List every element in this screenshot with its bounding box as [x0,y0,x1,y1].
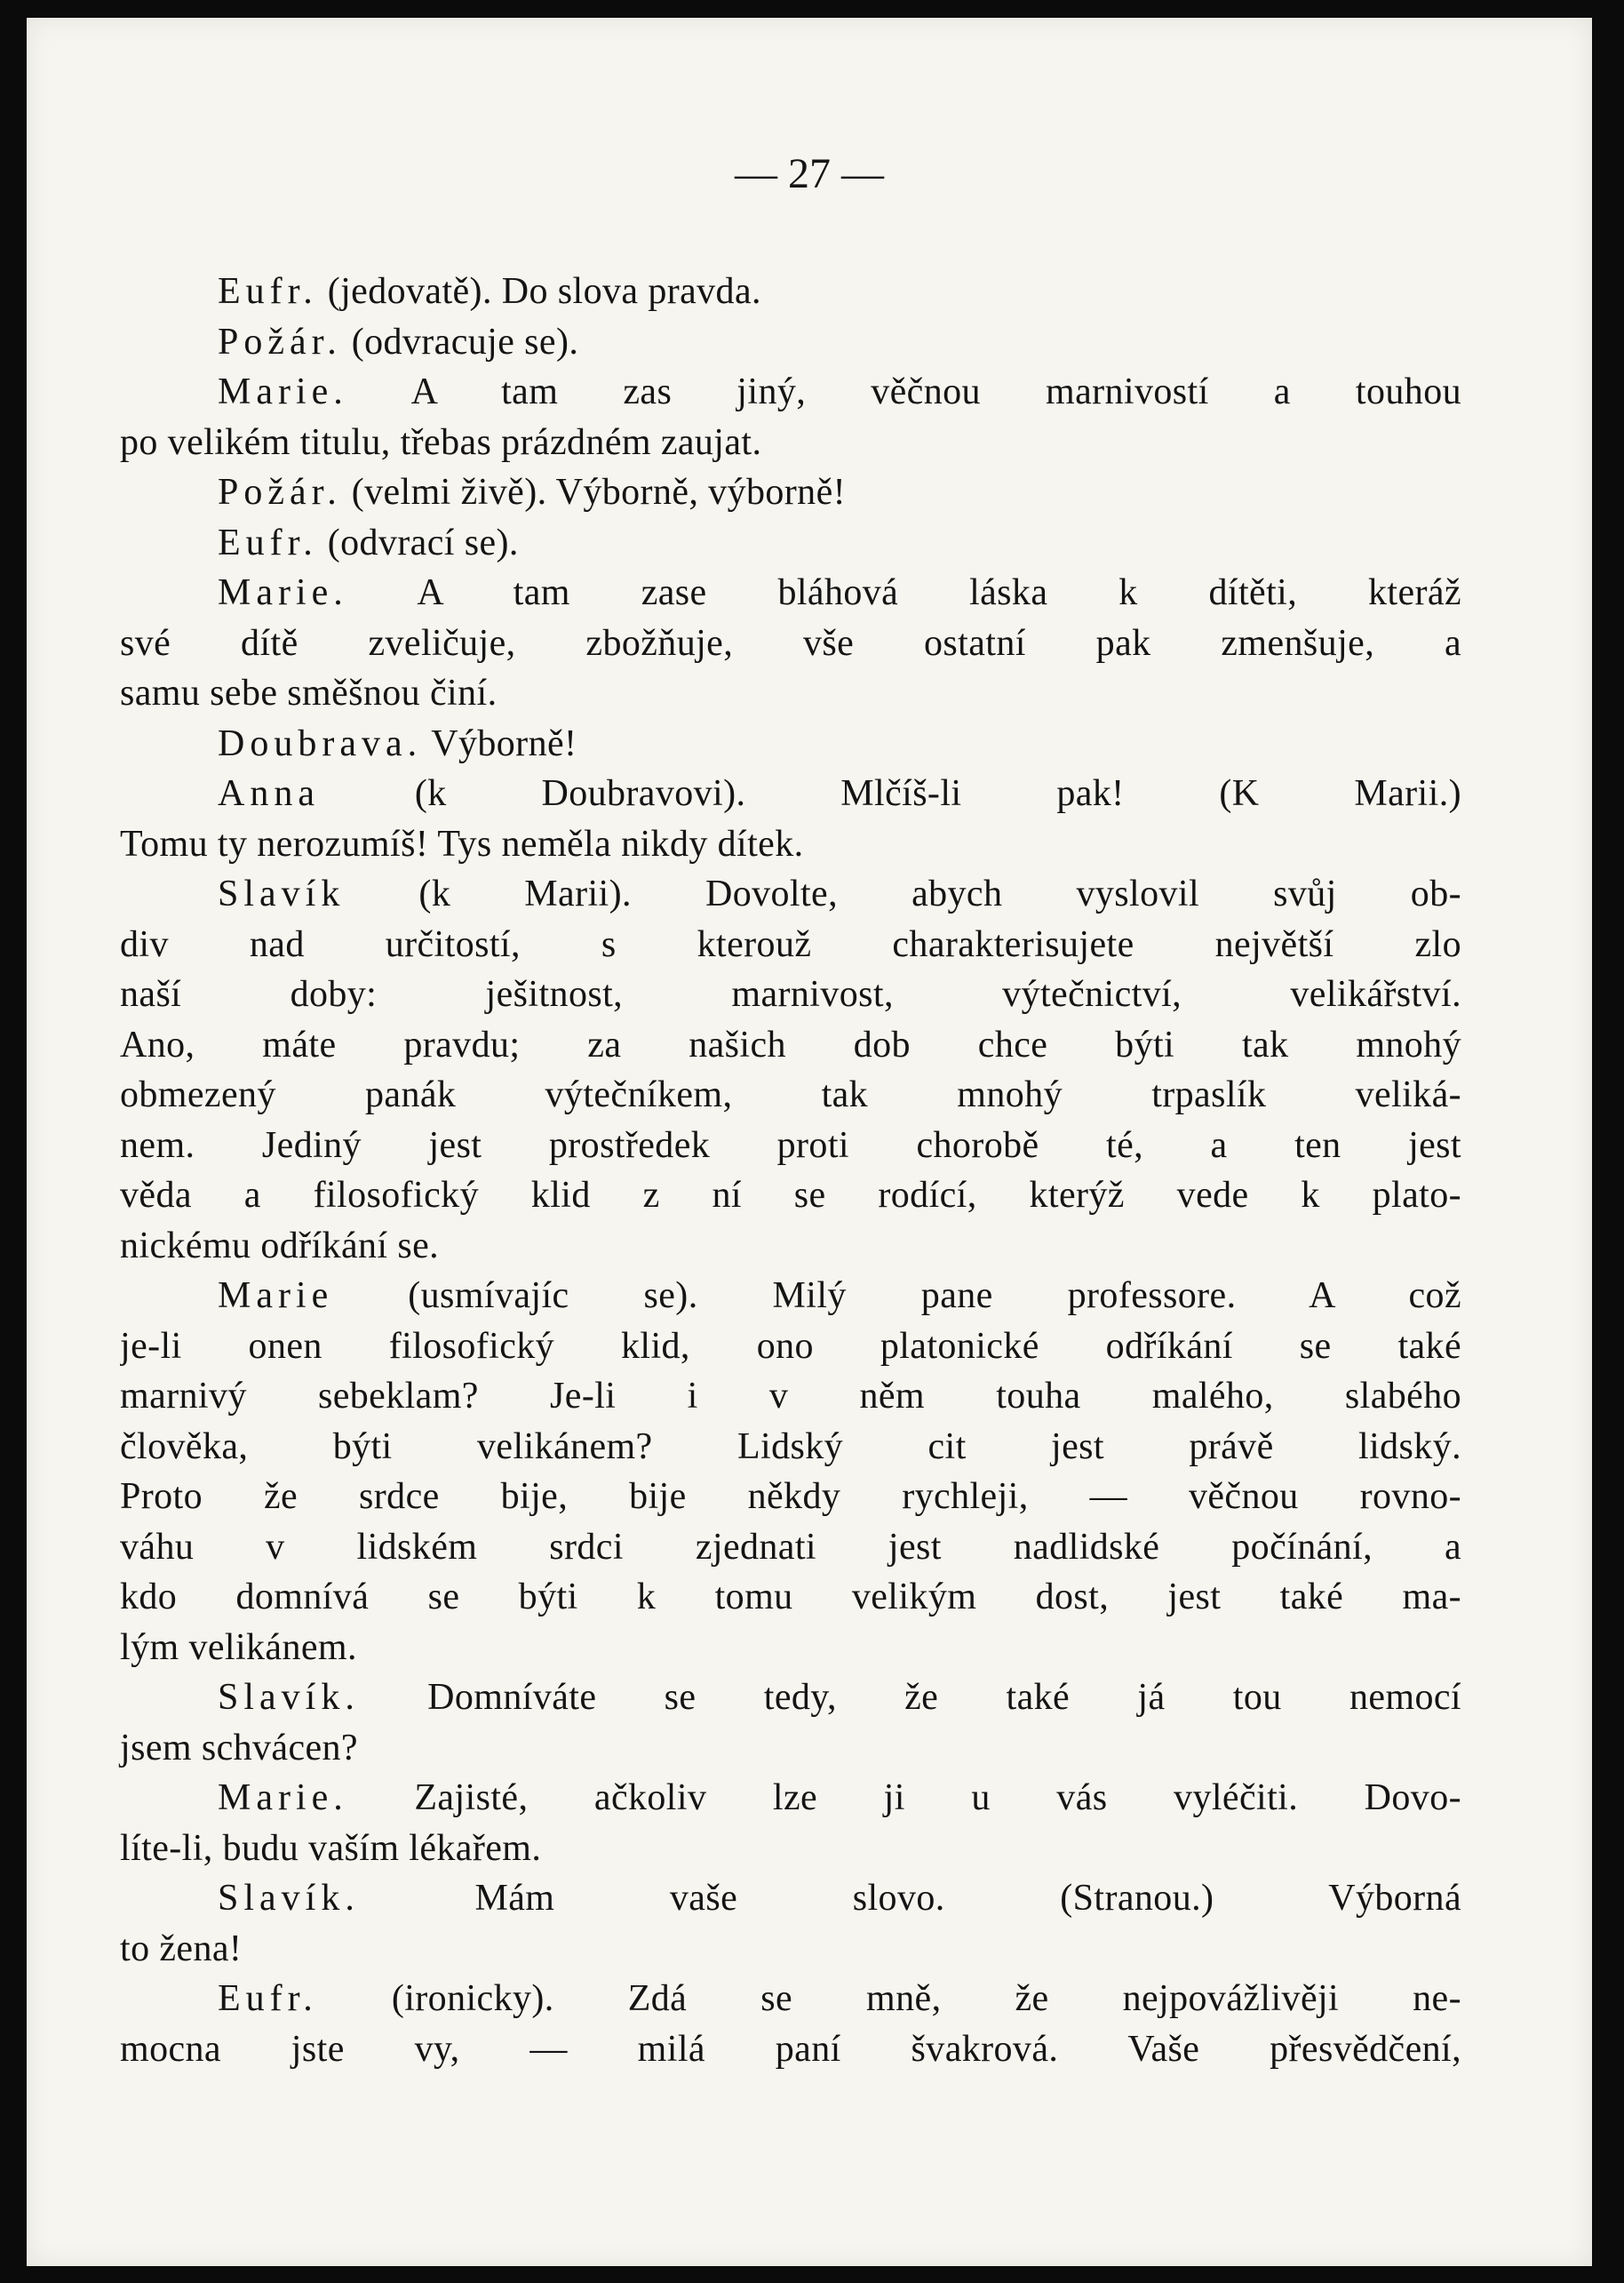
text-line [120,619,1461,669]
speaker-name: Eufr. [218,1978,318,2019]
line-text: váhu v lidském srdci zjednati jest nadlidské počínání, a [120,1526,1461,1568]
line-text: (k Marii). Dovolte, abych vyslovil svůj ob- [345,874,1461,914]
text-line [120,1723,1461,1774]
speaker-name: Požár. [218,321,342,363]
text-line [120,568,1461,619]
line-text: (jedovatě). Do slova pravda. [317,271,761,312]
line-text: kdo domnívá se býti k tomu velikým dost, jest také ma- [120,1577,1461,1617]
text-line [120,1773,1461,1824]
speaker-name: Doubrava. [218,722,423,764]
text-line [120,1672,1461,1723]
line-text: své dítě zveličuje, zbožňuje, vše ostatní pak zmenšuje, a [120,622,1461,664]
line-text: (k Doubravovi). Mlčíš-li pak! (K Marii.) [319,773,1461,814]
text-line [120,317,1461,368]
line-text: Tomu ty nerozumíš! Tys neměla nikdy dítek. [120,823,804,865]
line-text: po velikém titulu, třebas prázdném zaujat. [120,421,762,463]
text-line [120,668,1461,719]
text-line [120,467,1461,518]
text-line [120,1321,1461,1372]
line-text: div nad určitostí, s kterouž charakterisujete největší zlo [120,923,1461,965]
line-text: jsem schvácen? [120,1727,358,1768]
line-text: A tam zas jiný, věčnou marnivostí a touhou [347,371,1461,412]
text-line [120,1121,1461,1171]
line-text: nem. Jediný jest prostředek proti chorobě té, a ten jest [120,1124,1461,1166]
line-text: (ironicky). Zdá se mně, že nejpovážlivěji ne- [317,1978,1461,2019]
speaker-name: Slavík [218,874,346,914]
speaker-name: Marie. [218,1777,348,1818]
speaker-name: Marie. [218,572,348,613]
text-line [120,1623,1461,1673]
text-line [120,1422,1461,1473]
text-line [120,1271,1461,1321]
text-line [120,367,1461,418]
text-line [120,920,1461,970]
text-line [120,1873,1461,1924]
line-text: Zajisté, ačkoliv lze ji u vás vyléčiti. Dovo- [347,1777,1461,1818]
text-line [120,1020,1461,1071]
text-line [120,1824,1461,1874]
line-text: samu sebe směšnou činí. [120,673,498,714]
text-line [120,1221,1461,1272]
line-text: Mám vaše slovo. (Stranou.) Výborná [359,1878,1461,1919]
speaker-name: Marie. [218,371,348,412]
line-text: (usmívajíc se). Milý pane professore. A což [333,1275,1461,1316]
book-page [27,18,1592,2266]
line-text: je-li onen filosofický klid, ono platonické odříkání se také [120,1325,1461,1367]
text-line [120,267,1461,317]
text-line [120,418,1461,468]
speaker-name: Slavík. [218,1677,360,1718]
text-line [120,2024,1461,2075]
text-line [120,819,1461,870]
line-text: mocna jste vy, — milá paní švakrová. Vaše přesvědčení, [120,2028,1461,2070]
text-line [120,1572,1461,1623]
line-text: (velmi živě). Výborně, výborně! [341,472,846,513]
line-text: marnivý sebeklam? Je-li i v něm touha malého, slabého [120,1376,1461,1417]
line-text: naší doby: ješitnost, marnivost, výtečnictví, velikářství. [120,974,1461,1015]
text-line [120,1522,1461,1573]
play-text [120,267,1461,2074]
text-line [120,1924,1461,1975]
text-line [120,1472,1461,1522]
speaker-name: Eufr. [218,522,318,563]
text-line [120,1170,1461,1221]
line-text: nickému odříkání se. [120,1225,440,1266]
line-text: A tam zase bláhová láska k dítěti, kteráž [347,572,1461,613]
text-line [120,719,1461,770]
line-text: (odvrací se). [317,522,519,563]
text-line [120,1070,1461,1121]
speaker-name: Slavík. [218,1878,360,1919]
line-text: Ano, máte pravdu; za našich dob chce býti tak mnohý [120,1024,1461,1066]
text-line [120,1974,1461,2024]
line-text: Proto že srdce bije, bije někdy rychleji, — věčnou rovno- [120,1476,1461,1517]
line-text: člověka, býti velikánem? Lidský cit jest právě lidský. [120,1425,1461,1467]
line-text: věda a filosofický klid z ní se rodící, kterýž vede k plato- [120,1175,1461,1216]
speaker-name: Eufr. [218,271,318,312]
text-line [120,1371,1461,1422]
line-text: to žena! [120,1928,243,1969]
line-text: Domníváte se tedy, že také já tou nemocí [359,1677,1461,1718]
line-text: (odvracuje se). [341,321,579,363]
text-line [120,518,1461,569]
line-text: líte-li, budu vaším lékařem. [120,1827,542,1869]
text-line [120,769,1461,819]
text-line [120,869,1461,920]
line-text: Výborně! [422,722,577,764]
line-text: lým velikánem. [120,1626,357,1668]
text-line [120,970,1461,1020]
line-text: obmezený panák výtečníkem, tak mnohý trpaslík veliká- [120,1074,1461,1115]
speaker-name: Marie [218,1275,334,1316]
speaker-name: Požár. [218,472,342,513]
speaker-name: Anna [218,773,320,814]
page-number: — 27 — [735,150,884,197]
